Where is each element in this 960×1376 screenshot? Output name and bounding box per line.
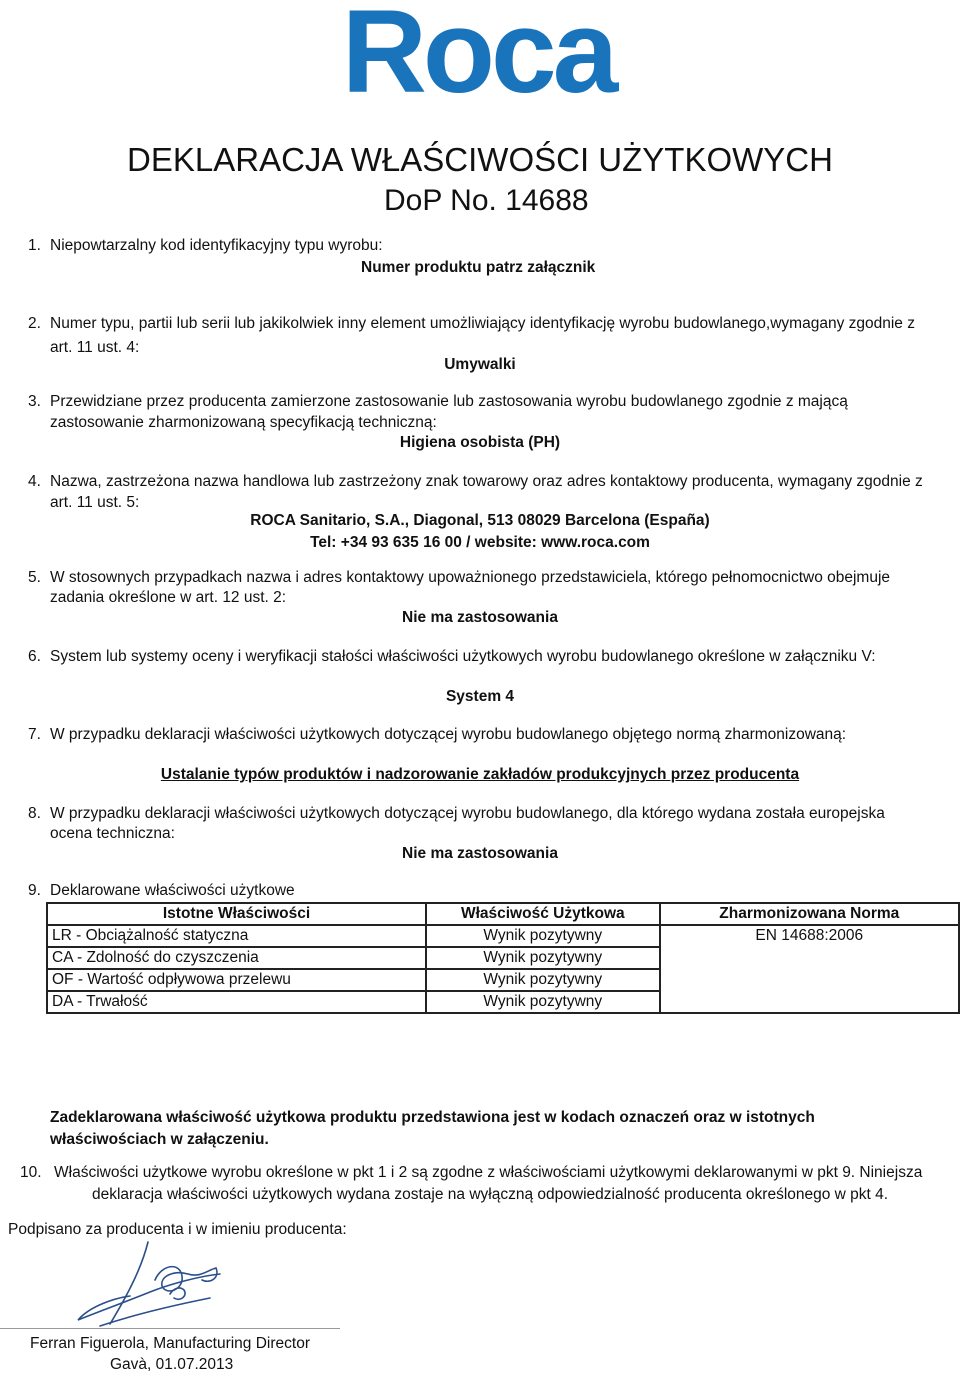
properties-table (46, 902, 960, 1014)
section-text: Właściwości użytkowe wyrobu określone w pkt 1 i 2 są zgodne z właściwościami użytkowymi deklarowanymi w pkt 9. Niniejsza (54, 1164, 923, 1181)
section-text: Nazwa, zastrzeżona nazwa handlowa lub zastrzeżony znak towarowy oraz adres kontaktowy producenta, wymagany zgodnie z (50, 473, 923, 490)
section-number: 6. (28, 648, 41, 665)
section-8 (28, 804, 948, 844)
section-number: 10. (20, 1164, 42, 1181)
section-text: art. 11 ust. 5: (50, 494, 140, 511)
table-cell: LR - Obciążalność statyczna (47, 925, 426, 947)
dop-number: DoP No. 14688 (384, 184, 589, 217)
section-6-value: System 4 (445, 688, 515, 705)
section-number: 2. (28, 315, 41, 332)
section-text: W przypadku deklaracji właściwości użytkowych dotyczącej wyrobu budowlanego, dla którego wydana została europejska (50, 805, 885, 822)
section-6 (28, 647, 948, 667)
section-text: Numer typu, partii lub serii lub jakikolwiek inny element umożliwiający identyfikację wyrobu budowlanego,wymagany zgodnie z (50, 315, 915, 332)
section-text: Przewidziane przez producenta zamierzone zastosowanie lub zastosowania wyrobu budowlanego zgodnie z mającą (50, 393, 848, 410)
section-2-value: Umywalki (444, 356, 516, 373)
table-cell: Wynik pozytywny (426, 925, 660, 947)
table-cell: CA - Zdolność do czyszczenia (47, 947, 426, 969)
table-cell: Wynik pozytywny (426, 969, 660, 991)
section-text: Niepowtarzalny kod identyfikacyjny typu wyrobu: (50, 237, 383, 254)
section-text: zastosowanie zharmonizowaną specyfikacją techniczną: (50, 414, 437, 431)
declared-note (50, 1107, 815, 1151)
section-number: 4. (28, 473, 41, 490)
producer-contact: Tel: +34 93 635 16 00 / website: www.roca.com (310, 534, 650, 551)
section-text: zadania określone w art. 12 ust. 2: (50, 589, 287, 606)
section-10 (20, 1162, 955, 1206)
column-header: Istotne Właściwości (47, 903, 426, 925)
table-cell: OF - Wartość odpływowa przelewu (47, 969, 426, 991)
section-text: W stosownych przypadkach nazwa i adres kontaktowy upoważnionego przedstawiciela, którego pełnomocnictwo obejmuje (50, 569, 891, 586)
section-text: Deklarowane właściwości użytkowe (50, 882, 295, 899)
table-row (47, 925, 959, 947)
declared-note-line: właściwościach w załączeniu. (50, 1131, 269, 1148)
section-number: 5. (28, 569, 41, 586)
svg-text:Roca: Roca (341, 0, 615, 104)
producer-address: ROCA Sanitario, S.A., Diagonal, 513 08029 Barcelona (España) (250, 512, 710, 529)
section-5-value: Nie ma zastosowania (402, 609, 558, 626)
section-text: deklaracja właściwości użytkowych wydana zostaje na wyłączną odpowiedzialność producenta określonego w pkt 4. (92, 1186, 889, 1203)
roca-logo (320, 0, 636, 104)
section-1-value: Numer produktu patrz załącznik (361, 259, 596, 276)
section-number: 7. (28, 726, 41, 743)
section-text: W przypadku deklaracji właściwości użytkowych dotyczącej wyrobu budowlanego objętego normą zharmonizowaną: (50, 726, 847, 743)
section-text: System lub systemy oceny i weryfikacji stałości właściwości użytkowych wyrobu budowlanego określone w załączniku V: (50, 648, 876, 665)
section-text: ocena techniczna: (50, 825, 175, 842)
table-cell: Wynik pozytywny (426, 991, 660, 1013)
section-7-value: Ustalanie typów produktów i nadzorowanie zakładów produkcyjnych przez producenta (160, 766, 800, 783)
table-cell: EN 14688:2006 (660, 925, 959, 1013)
signatory-name: Ferran Figuerola, Manufacturing Director (30, 1335, 310, 1352)
section-number: 9. (28, 882, 41, 899)
section-8-value: Nie ma zastosowania (402, 845, 558, 862)
section-number: 8. (28, 805, 41, 822)
document-title: DEKLARACJA WŁAŚCIWOŚCI UŻYTKOWYCH (127, 141, 833, 178)
signature-line (0, 1328, 340, 1329)
section-4 (28, 472, 948, 513)
section-number: 1. (28, 237, 41, 254)
table-cell: Wynik pozytywny (426, 947, 660, 969)
section-2 (28, 314, 948, 358)
place-date: Gavà, 01.07.2013 (110, 1356, 234, 1373)
section-5 (28, 568, 948, 608)
section-9 (28, 881, 948, 901)
table-header-row (47, 903, 959, 925)
section-3 (28, 392, 948, 433)
section-number: 3. (28, 393, 41, 410)
section-text: art. 11 ust. 4: (50, 339, 140, 356)
signature-image (70, 1236, 240, 1331)
column-header: Zharmonizowana Norma (660, 903, 959, 925)
signed-for-label: Podpisano za producenta i w imieniu producenta: (8, 1221, 347, 1238)
declared-note-line: Zadeklarowana właściwość użytkowa produktu przedstawiona jest w kodach oznaczeń oraz w istotnych (50, 1109, 815, 1126)
table-cell: DA - Trwałość (47, 991, 426, 1013)
section-7 (28, 725, 948, 745)
section-3-value: Higiena osobista (PH) (399, 434, 561, 451)
section-1 (28, 236, 948, 256)
column-header: Właściwość Użytkowa (426, 903, 660, 925)
